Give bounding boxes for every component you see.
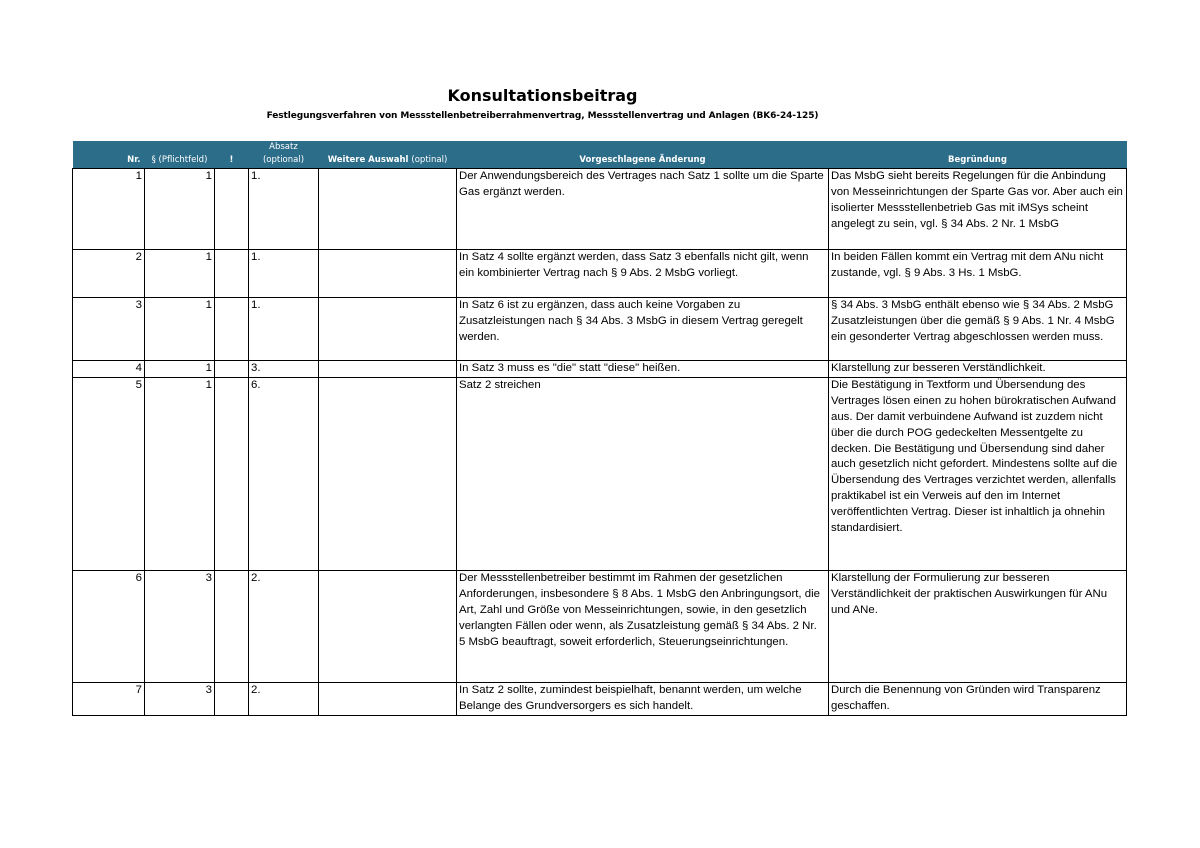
cell-begruendung: § 34 Abs. 3 MsbG enthält ebenso wie § 34 Abs. 2 MsbG Zusatzleistungen über die gemäß § 9 Abs. 1 Nr. 4 MsbG ein gesonderter Vertrag abgeschlossen werden muss. xyxy=(829,298,1127,361)
cell-nr: 6 xyxy=(73,570,145,682)
cell-begruendung: Das MsbG sieht bereits Regelungen für die Anbindung von Messeinrichtungen der Sparte Gas vor. Aber auch ein isolierter Messstellenbetrieb Gas mit iMSys scheint angelegt zu sein, vgl. § 34 Abs. 2 Nr. 1 MsbG xyxy=(829,169,1127,250)
header-vorgeschlagene-aenderung: Vorgeschlagene Änderung xyxy=(457,141,829,169)
cell-absatz: 3. xyxy=(249,361,319,378)
table-row xyxy=(73,169,1127,250)
header-absatz-optional: (optional) xyxy=(262,155,305,165)
header-weitere-auswahl-optional: (optinal) xyxy=(411,155,448,165)
table-row xyxy=(73,682,1127,715)
cell-begruendung: Klarstellung zur besseren Verständlichkeit. xyxy=(829,361,1127,378)
cell-paragraph: 1 xyxy=(145,298,215,361)
header-row xyxy=(73,141,1127,169)
cell-paragraph: 1 xyxy=(145,169,215,250)
table-row xyxy=(73,361,1127,378)
table-header xyxy=(73,141,1127,169)
cell-nr: 2 xyxy=(73,250,145,298)
cell-aenderung: Satz 2 streichen xyxy=(457,377,829,570)
cell-nr: 4 xyxy=(73,361,145,378)
cell-weitere-auswahl xyxy=(319,377,457,570)
cell-absatz: 2. xyxy=(249,570,319,682)
document-title: Konsultationsbeitrag xyxy=(447,86,638,105)
table-row xyxy=(73,570,1127,682)
cell-exclamation xyxy=(215,361,249,378)
cell-begruendung: Klarstellung der Formulierung zur besseren Verständlichkeit der praktischen Auswirkungen für ANu und ANe. xyxy=(829,570,1127,682)
header-exclamation: ! xyxy=(215,141,249,169)
cell-begruendung: In beiden Fällen kommt ein Vertrag mit dem ANu nicht zustande, vgl. § 9 Abs. 3 Hs. 1 MsbG. xyxy=(829,250,1127,298)
cell-weitere-auswahl xyxy=(319,169,457,250)
cell-weitere-auswahl xyxy=(319,298,457,361)
cell-nr: 7 xyxy=(73,682,145,715)
table-row xyxy=(73,250,1127,298)
cell-exclamation xyxy=(215,250,249,298)
table-body xyxy=(73,169,1127,716)
cell-exclamation xyxy=(215,169,249,250)
header-weitere-auswahl xyxy=(319,141,457,169)
cell-aenderung: In Satz 4 sollte ergänzt werden, dass Satz 3 ebenfalls nicht gilt, wenn ein kombinierter Vertrag nach § 9 Abs. 2 MsbG vorliegt. xyxy=(457,250,829,298)
header-absatz-label: Absatz xyxy=(269,142,298,152)
cell-nr: 5 xyxy=(73,377,145,570)
header-begruendung: Begründung xyxy=(829,141,1127,169)
cell-aenderung: In Satz 6 ist zu ergänzen, dass auch keine Vorgaben zu Zusatzleistungen nach § 34 Abs. 3 MsbG in diesem Vertrag geregelt werden. xyxy=(457,298,829,361)
cell-weitere-auswahl xyxy=(319,570,457,682)
cell-paragraph: 3 xyxy=(145,570,215,682)
table-row xyxy=(73,298,1127,361)
cell-weitere-auswahl xyxy=(319,361,457,378)
cell-nr: 1 xyxy=(73,169,145,250)
cell-aenderung: Der Anwendungsbereich des Vertrages nach Satz 1 sollte um die Sparte Gas ergänzt werden. xyxy=(457,169,829,250)
cell-absatz: 6. xyxy=(249,377,319,570)
cell-aenderung: Der Messstellenbetreiber bestimmt im Rahmen der gesetzlichen Anforderungen, insbesondere § 8 Abs. 1 MsbG den Anbringungsort, die Art, Zahl und Größe von Messeinrichtungen, sowie, in den gesetzlich verlangten Fällen oder wenn, als Zusatzleistung gemäß § 34 Abs. 2 Nr. 5 MsbG beauftragt, soweit erforderlich, Steuerungseinrichtungen. xyxy=(457,570,829,682)
cell-absatz: 1. xyxy=(249,250,319,298)
table-row xyxy=(73,377,1127,570)
document-subtitle: Festlegungsverfahren von Messstellenbetreiberrahmenvertrag, Messstellenvertrag und Anlagen (BK6-24-125) xyxy=(266,111,819,121)
cell-paragraph: 1 xyxy=(145,361,215,378)
cell-paragraph: 1 xyxy=(145,250,215,298)
cell-exclamation xyxy=(215,570,249,682)
cell-paragraph: 1 xyxy=(145,377,215,570)
cell-aenderung: In Satz 2 sollte, zumindest beispielhaft, benannt werden, um welche Belange des Grundversorgers es sich handelt. xyxy=(457,682,829,715)
cell-begruendung: Durch die Benennung von Gründen wird Transparenz geschaffen. xyxy=(829,682,1127,715)
cell-weitere-auswahl xyxy=(319,250,457,298)
cell-paragraph: 3 xyxy=(145,682,215,715)
header-paragraph: § (Pflichtfeld) xyxy=(145,141,215,169)
header-weitere-auswahl-label: Weitere Auswahl xyxy=(327,155,409,165)
cell-begruendung: Die Bestätigung in Textform und Übersendung des Vertrages lösen einen zu hohen bürokratischen Aufwand aus. Der damit verbuindene Aufwand ist zuzdem nicht über die durch POG gedeckelten Messentgelte zu decken. Die Bestätigung und Übersendung sind daher auch gesetzlich nicht gefordert. Mindestens sollte auf die Übersendung des Vertrages verzichtet werden, allenfalls praktikabel ist ein Verweis auf den im Internet veröffentlichten Vertrag. Dieser ist inhaltlich ja ohnehin standardisiert. xyxy=(829,377,1127,570)
cell-absatz: 2. xyxy=(249,682,319,715)
cell-aenderung: In Satz 3 muss es "die" statt "diese" heißen. xyxy=(457,361,829,378)
cell-exclamation xyxy=(215,298,249,361)
cell-weitere-auswahl xyxy=(319,682,457,715)
cell-exclamation xyxy=(215,377,249,570)
cell-exclamation xyxy=(215,682,249,715)
consultation-table xyxy=(72,141,1127,716)
consultation-table-container xyxy=(72,141,1126,716)
header-absatz xyxy=(249,141,319,169)
cell-nr: 3 xyxy=(73,298,145,361)
cell-absatz: 1. xyxy=(249,169,319,250)
header-nr: Nr. xyxy=(73,141,145,169)
cell-absatz: 1. xyxy=(249,298,319,361)
